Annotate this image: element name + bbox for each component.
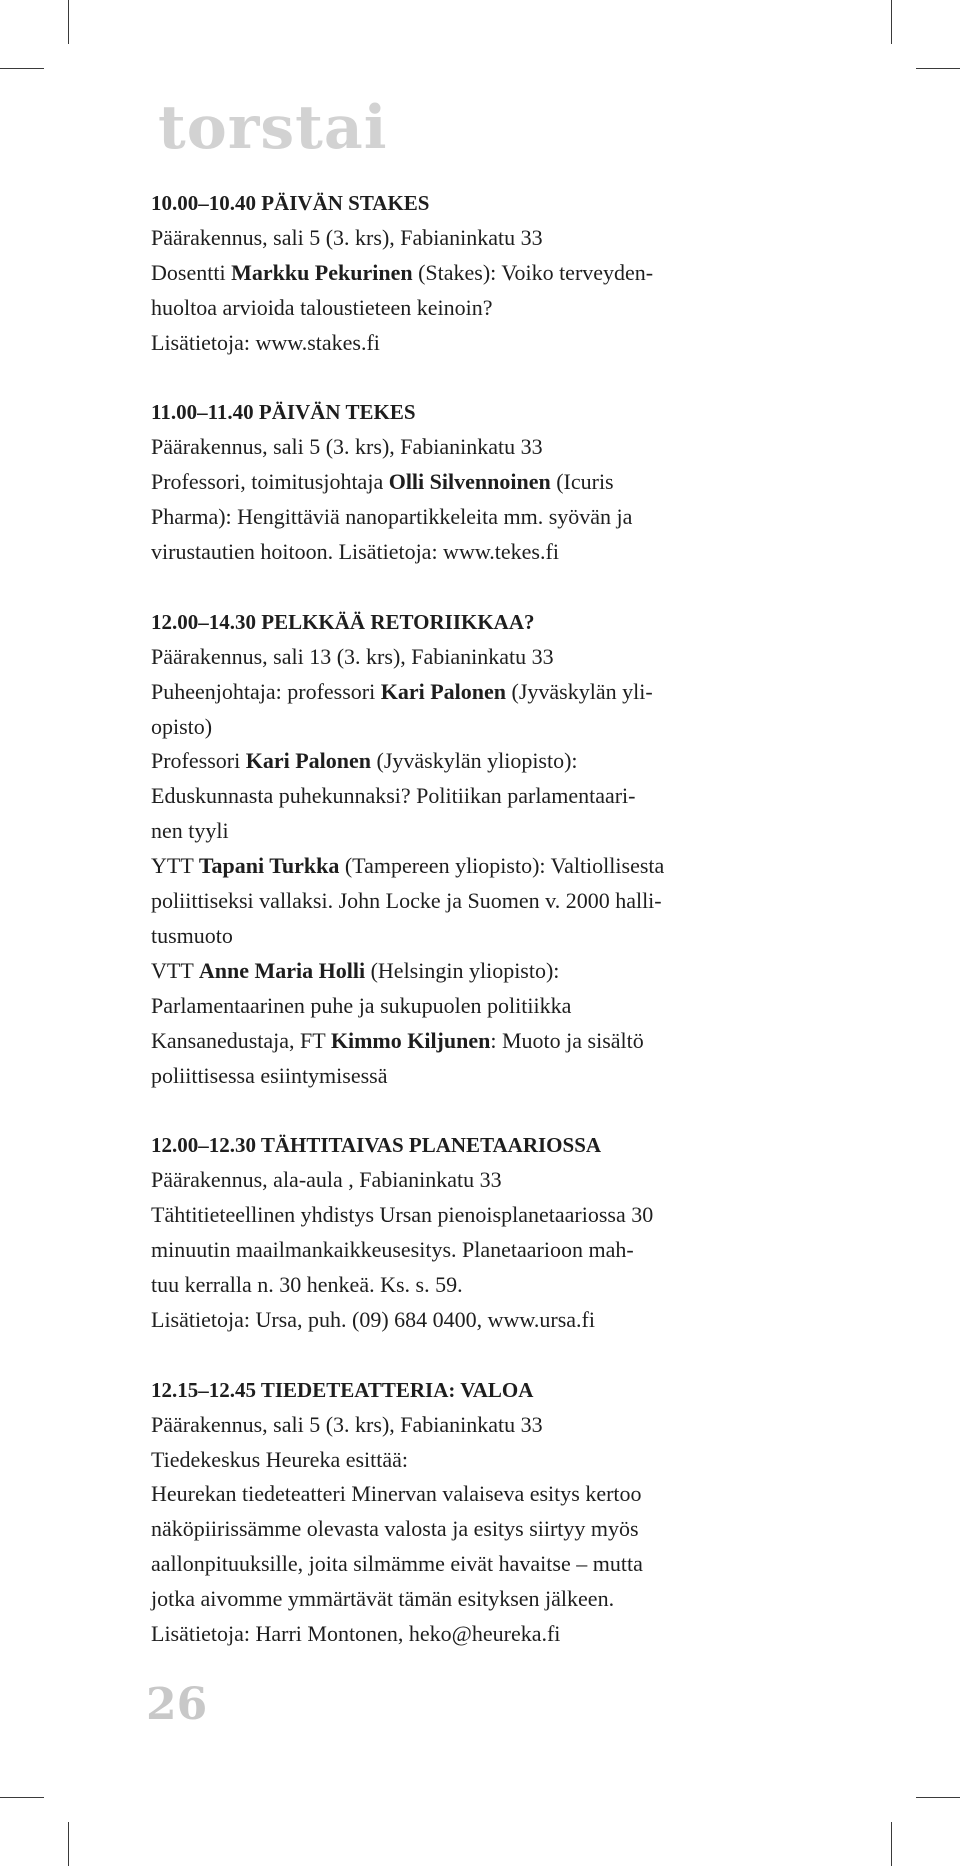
text-segment: (Helsingin yliopisto): <box>365 957 560 983</box>
event-text-line <box>151 919 771 954</box>
text-segment: minuutin maailmankaikkeusesitys. Planetaarioon mah- <box>151 1237 634 1263</box>
event-body <box>151 1408 771 1652</box>
text-segment: opisto) <box>151 713 213 739</box>
text-segment: Päärakennus, sali 5 (3. krs), Fabianinkatu 33 <box>151 224 543 250</box>
event-heading: 12.00–12.30 TÄHTITAIVAS PLANETAARIOSSA <box>151 1133 602 1158</box>
event-tiedeteatteri <box>151 1373 771 1652</box>
day-title: torstai <box>158 93 388 163</box>
event-text-line <box>151 1408 771 1443</box>
text-segment: Lisätietoja: www.stakes.fi <box>151 329 380 355</box>
event-text-line <box>151 1059 771 1094</box>
event-text-line <box>151 989 771 1024</box>
event-heading: 12.15–12.45 TIEDETEATTERIA: VALOA <box>151 1377 534 1402</box>
event-text-line <box>151 1617 771 1652</box>
text-segment: Professori, toimitusjohtaja <box>151 469 389 495</box>
text-segment: Kansanedustaja, FT <box>151 1027 331 1053</box>
event-text-line <box>151 500 771 535</box>
page-number: 26 <box>146 1679 208 1730</box>
text-segment: Lisätietoja: Harri Montonen, heko@heureka.fi <box>151 1621 561 1647</box>
text-segment: (Jyväskylän yliopisto): <box>371 748 578 774</box>
event-text-line <box>151 1512 771 1547</box>
event-planetaario <box>151 1128 771 1337</box>
text-segment: Lisätietoja: Ursa, puh. (09) 684 0400, www.ursa.fi <box>151 1306 595 1332</box>
text-segment: Parlamentaarinen puhe ja sukupuolen politiikka <box>151 992 572 1018</box>
event-body <box>151 640 771 1094</box>
event-heading: 11.00–11.40 PÄIVÄN TEKES <box>151 400 416 425</box>
text-segment: Eduskunnasta puhekunnaksi? Politiikan parlamentaari- <box>151 783 636 809</box>
text-segment: virustautien hoitoon. Lisätietoja: www.tekes.fi <box>151 539 559 565</box>
text-segment: VTT <box>151 957 199 983</box>
text-segment: näköpiirissämme olevasta valosta ja esitys siirtyy myös <box>151 1516 639 1542</box>
event-stakes <box>151 186 771 361</box>
event-body <box>151 221 771 361</box>
text-segment: huoltoa arvioida taloustieteen keinoin? <box>151 294 493 320</box>
text-segment: tuu kerralla n. 30 henkeä. Ks. s. 59. <box>151 1272 463 1298</box>
event-text-line <box>151 1443 771 1478</box>
text-segment: Päärakennus, sali 5 (3. krs), Fabianinkatu 33 <box>151 434 543 460</box>
text-segment: jotka aivomme ymmärtävät tämän esityksen jälkeen. <box>151 1586 615 1612</box>
event-list <box>151 186 771 1687</box>
text-segment: Tähtitieteellinen yhdistys Ursan pienoisplanetaariossa 30 <box>151 1202 654 1228</box>
text-segment: tusmuoto <box>151 923 233 948</box>
crop-mark-top-left <box>68 0 69 44</box>
text-segment: Puheenjohtaja: professori <box>151 678 381 704</box>
text-segment: Päärakennus, sali 13 (3. krs), Fabianinkatu 33 <box>151 643 554 669</box>
event-text-line <box>151 1233 771 1268</box>
event-text-line <box>151 326 771 361</box>
speaker-name: Olli Silvennoinen <box>388 469 551 495</box>
event-text-line <box>151 291 771 326</box>
event-text-line <box>151 779 771 814</box>
text-segment: Professori <box>151 748 246 774</box>
event-text-line <box>151 675 771 710</box>
speaker-name: Kimmo Kiljunen <box>330 1027 491 1053</box>
text-segment: Tiedekeskus Heureka esittää: <box>151 1446 409 1472</box>
speaker-name: Markku Pekurinen <box>231 259 413 285</box>
text-segment: Dosentti <box>151 259 232 285</box>
event-text-line <box>151 1547 771 1582</box>
event-heading: 10.00–10.40 PÄIVÄN STAKES <box>151 191 430 215</box>
crop-mark-top-right <box>891 0 892 44</box>
text-segment: YTT <box>151 853 199 879</box>
crop-mark-bottom-right <box>891 1822 892 1866</box>
text-segment: (Jyväskylän yli- <box>506 678 653 704</box>
speaker-name: Kari Palonen <box>245 748 371 774</box>
text-segment: Päärakennus, sali 5 (3. krs), Fabianinkatu 33 <box>151 1411 543 1437</box>
event-text-line <box>151 884 771 919</box>
text-segment: nen tyyli <box>151 818 229 844</box>
crop-mark-top-left-h <box>0 68 44 69</box>
event-text-line <box>151 849 771 884</box>
event-body <box>151 1163 771 1338</box>
event-text-line <box>151 1163 771 1198</box>
event-text-line <box>151 1582 771 1617</box>
speaker-name: Tapani Turkka <box>198 853 340 879</box>
event-text-line <box>151 954 771 989</box>
text-segment: : Muoto ja sisältö <box>490 1027 644 1053</box>
text-segment: (Icuris <box>550 469 614 495</box>
event-text-line <box>151 1024 771 1059</box>
text-segment: (Tampereen yliopisto): Valtiollisesta <box>339 853 665 879</box>
event-text-line <box>151 710 771 745</box>
event-tekes <box>151 395 771 570</box>
text-segment: aallonpituuksille, joita silmämme eivät havaitse – mutta <box>151 1551 643 1577</box>
event-text-line <box>151 1198 771 1233</box>
event-retoriikka <box>151 605 771 1094</box>
event-text-line <box>151 744 771 779</box>
text-segment: Pharma): Hengittäviä nanopartikkeleita mm. syövän ja <box>151 504 633 530</box>
event-text-line <box>151 465 771 500</box>
speaker-name: Kari Palonen <box>380 678 507 704</box>
text-segment: Heurekan tiedeteatteri Minervan valaiseva esitys kertoo <box>151 1481 642 1507</box>
event-text-line <box>151 1477 771 1512</box>
text-segment: Päärakennus, ala-aula , Fabianinkatu 33 <box>151 1167 502 1193</box>
event-text-line <box>151 221 771 256</box>
speaker-name: Anne Maria Holli <box>198 957 366 983</box>
event-text-line <box>151 256 771 291</box>
crop-mark-bottom-right-h <box>916 1797 960 1798</box>
event-text-line <box>151 814 771 849</box>
event-body <box>151 430 771 570</box>
text-segment: poliittisessa esiintymisessä <box>151 1062 388 1088</box>
crop-mark-bottom-left-h <box>0 1797 44 1798</box>
event-text-line <box>151 640 771 675</box>
event-text-line <box>151 1268 771 1303</box>
text-segment: (Stakes): Voiko terveyden- <box>412 259 654 285</box>
text-segment: poliittiseksi vallaksi. John Locke ja Suomen v. 2000 halli- <box>151 888 662 914</box>
event-text-line <box>151 535 771 570</box>
crop-mark-bottom-left <box>68 1822 69 1866</box>
event-text-line <box>151 1303 771 1338</box>
crop-mark-top-right-h <box>916 68 960 69</box>
event-text-line <box>151 430 771 465</box>
event-heading: 12.00–14.30 PELKKÄÄ RETORIIKKAA? <box>151 609 535 634</box>
